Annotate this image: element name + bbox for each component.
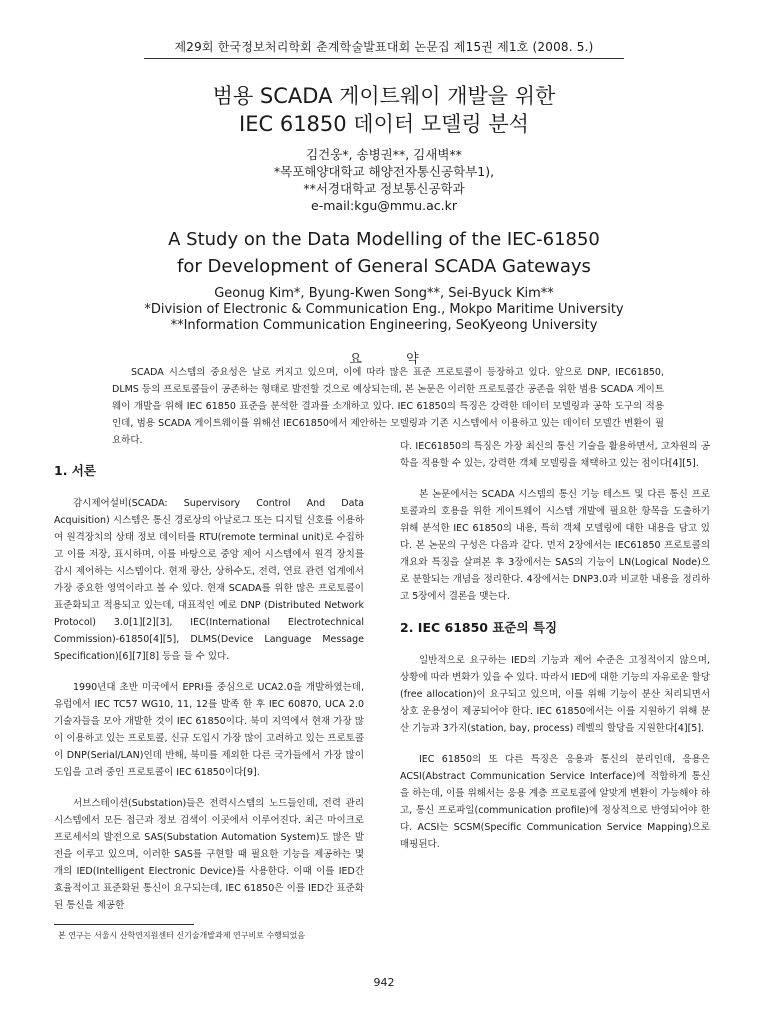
title-english-line2: for Development of General SCADA Gateways [177, 256, 591, 277]
author-names-english: Geonug Kim*, Byung-Kwen Song**, Sei-Byuck Kim** [214, 286, 554, 301]
title-english-line1: A Study on the Data Modelling of the IEC-61850 [168, 229, 600, 250]
section-2-heading: 2. IEC 61850 표준의 특징 [400, 620, 558, 635]
footnote-rule [54, 924, 194, 925]
title-korean [0, 82, 768, 138]
section-1-heading: 1. 서론 [54, 463, 96, 478]
affiliation-english-1: *Division of Electronic & Communication Eng., Mokpo Maritime University [144, 302, 624, 317]
title-korean-line1: 범용 SCADA 게이트웨이 개발을 위한 [212, 84, 556, 108]
author-names-korean: 김건웅*, 송병권**, 김새벽** [306, 147, 462, 162]
title-korean-line2: IEC 61850 데이터 모델링 분석 [239, 112, 529, 136]
affiliation-english-2: **Information Communication Engineering, SeoKyeong University [170, 318, 598, 333]
right-column [400, 438, 710, 867]
affiliation-korean-2: **서경대학교 정보통신공학과 [303, 181, 465, 196]
abstract-body: SCADA 시스템의 중요성은 날로 커지고 있으며, 이에 따라 많은 표준 프로토콜이 등장하고 있다. 앞으로 DNP, IEC61850, DLMS 등의 프로토콜들이 공존하는 형태로 발전할 것으로 예상되는데, 본 논문은 이러한 프로토콜간 공존을 위한 범용 SCADA 게이트웨이 개발을 위해 IEC 61850 표준을 분석한 결과를 소개하고 있다. IEC 61850의 특징은 강력한 데이터 모델링과 공학 도구의 적용인데, 범용 SCADA 게이트웨이를 위해선 IEC61850에서 제안하는 모델링과 기존 시스템에서 이용하고 있는 데이터 모델간 변환이 필요하다. [112, 367, 664, 446]
authors-english [0, 286, 768, 334]
author-email: e-mail:kgu@mmu.ac.kr [311, 198, 457, 213]
section-1-paragraph-1: 감시제어설비(SCADA: Supervisory Control And Data Acquisition) 시스템은 통신 경로상의 아날로그 또는 디지털 신호를 이용하여 원격장치의 상태 정보 데이터를 RTU(remote terminal unit)로 수집하고 이를 저장, 표시하며, 이를 바탕으로 중앙 제어 시스템에서 원격 장치를 감시 제어하는 시스템이다. 현재 광산, 상하수도, 전력, 연료 관련 업계에서 가장 중요한 영역이라고 볼 수 있다. 현재 SCADA를 위한 많은 프로토콜이 표준화되고 적용되고 있는데, 대표적인 예로 DNP (Distributed Network Protocol) 3.0[1][2][3], IEC(International Electrotechnical Commission)-61850[4][5], DLMS(Device Language Message Specification)[6][7][8] 등을 들 수 있다. [54, 498, 364, 662]
right-continuation-paragraph: 다. IEC61850의 특징은 가장 최신의 통신 기술을 활용하면서, 고차원의 공학을 적용할 수 있는, 강력한 객체 모델링을 채택하고 있는 점이다[4][5]. [400, 441, 710, 469]
affiliation-korean-1: *목포해양대학교 해양전자통신공학부1), [273, 164, 495, 179]
title-english [0, 226, 768, 280]
right-paragraph-1: 본 논문에서는 SCADA 시스템의 통신 기능 테스트 및 다른 통신 프로토콜과의 호용을 위한 게이트웨이 시스템 개발에 필요한 항목을 도출하기 위해 분석한 IEC 61850의 내용, 특히 객체 모델링에 대한 내용을 담고 있다. 본 논문의 구성은 다음과 같다. 먼저 2장에서는 IEC61850 프로토콜의 개요와 특징을 살펴본 후 3장에서는 SAS의 기능이 LN(Logical Node)으로 분할되는 개념을 정리한다. 4장에서는 DNP3.0과 비교한 내용을 정리하고 5장에서 결론을 맺는다. [400, 489, 710, 602]
section-1-paragraph-3: 서브스테이션(Substation)들은 전력시스템의 노드들인데, 전력 관리시스템에서 모든 접근과 정보 검색이 이곳에서 이루어진다. 최근 마이크로프로세서의 발전으로 SAS(Substation Automation System)도 많은 발전을 이루고 있으며, 이러한 SAS를 구현할 때 필요한 기능을 제공하는 몇 개의 IED(Intelligent Electronic Device)를 사용한다. 이때 이를 IED간 효율적이고 표준화된 통신이 요구되는데, IEC 61850은 이를 IED간 표준화된 통신을 제공한 [54, 798, 364, 911]
journal-header: 제29회 한국정보처리학회 춘계학술발표대회 논문집 제15권 제1호 (2008. 5.) [174, 40, 594, 54]
section-2-paragraph-1: 일반적으로 요구하는 IED의 기능과 제어 수준은 고정적이지 않으며, 상황에 따라 변화가 있을 수 있다. 따라서 IED에 대한 기능의 자유로운 할당(free allocation)이 요구되고 있으며, 이를 위해 기능이 분산 처리되면서 상호 운용성이 제공되어야 한다. IEC 61850에서는 이를 지원하기 위해 분산 기능과 3가지(station, bay, process) 레벨의 할당을 지원한다[4][5]. [400, 655, 710, 734]
left-column [54, 462, 364, 928]
header-rule [144, 58, 624, 59]
page-number: 942 [373, 976, 395, 989]
authors-korean [0, 146, 768, 214]
abstract-title: 요 약 [349, 352, 419, 367]
section-2-paragraph-2: IEC 61850의 또 다른 특징은 응용과 통신의 분리인데, 응용은 ACSI(Abstract Communication Service Interface)에 적합하게 통신을 하는데, 이를 위해서는 응용 계층 프로토콜에 알맞게 변환이 가능해야 하고, 통신 프로파일(communication profile)에 정상적으로 반영되어야 한다. ACSI는 SCSM(Specific Communication Service Mapping)으로 매핑된다. [400, 754, 710, 850]
footnote: 본 연구는 서울시 산학연지원센터 신기술개발과제 연구비로 수행되었음 [58, 931, 306, 940]
section-1-paragraph-2: 1990년대 초반 미국에서 EPRI를 중심으로 UCA2.0을 개발하였는데, 유럽에서 IEC TC57 WG10, 11, 12를 발족 한 후 IEC 60870, UCA 2.0 기술자들을 모아 개발한 것이 IEC 61850이다. 북미 지역에서 현재 가장 많이 이용하고 있는 프로토콜, 신규 도입시 가장 많이 고려하고 있는 프로토콜이 DNP(Serial/LAN)인데 반해, 북미를 제외한 다른 국가들에서 가장 많이 도입을 고려 중인 프로토콜이 IEC 61850이다[9]. [54, 682, 364, 778]
